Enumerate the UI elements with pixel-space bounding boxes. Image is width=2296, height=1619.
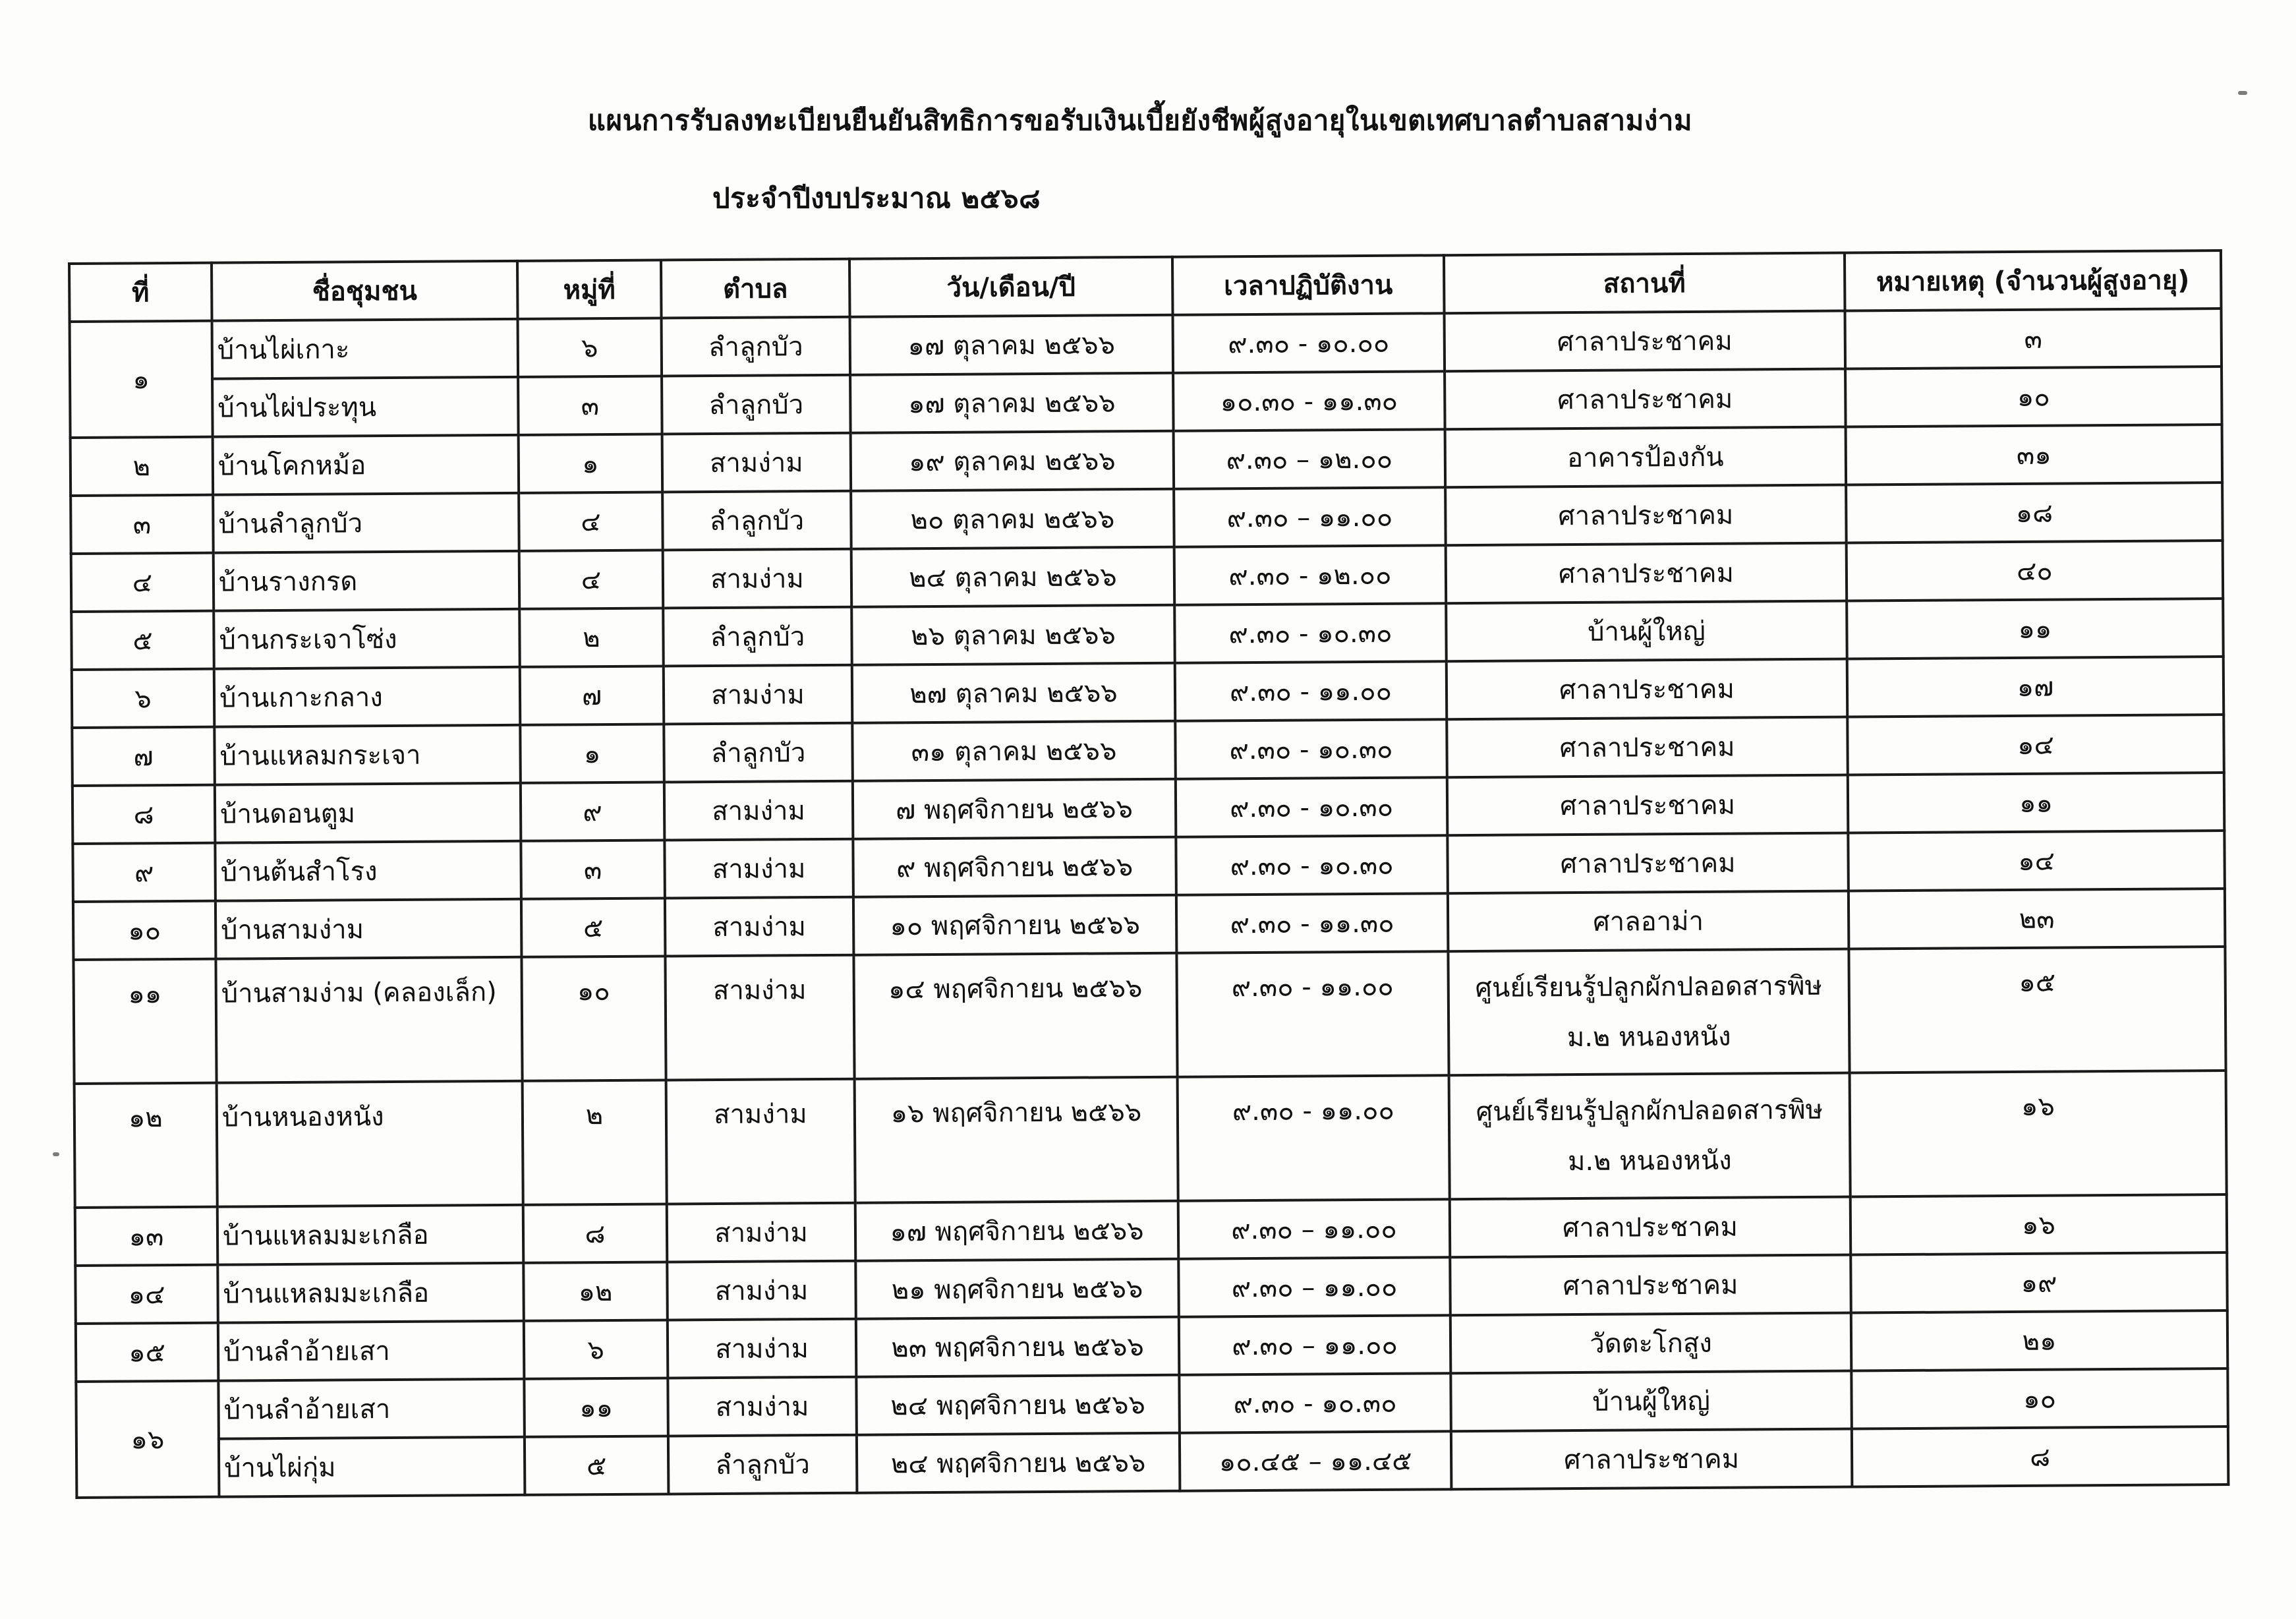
- time: ๙.๓๐ - ๑๑.๓๐: [1176, 893, 1449, 953]
- time: ๙.๓๐ - ๑๐.๓๐: [1176, 835, 1448, 895]
- scan-speck: [2238, 91, 2247, 95]
- elderly-count: ๓: [1845, 309, 2222, 368]
- row-number: ๗: [72, 727, 215, 786]
- date: ๒๑ พฤศจิกายน ๒๕๖๖: [855, 1259, 1179, 1319]
- tambon: สามง่าม: [666, 1079, 855, 1204]
- table-row: [73, 947, 2225, 1084]
- scan-speck: [53, 1152, 59, 1156]
- time: ๙.๓๐ – ๑๒.๐๐: [1174, 429, 1446, 489]
- elderly-count: ๑๑: [1848, 773, 2225, 833]
- moo-number: ๑๐: [521, 956, 666, 1080]
- row-number: ๑๐: [73, 901, 216, 960]
- elderly-count: ๑๔: [1847, 715, 2224, 775]
- place-line-1: ศูนย์เรียนรู้ปลูกผักปลอดสารพิษ: [1475, 970, 1823, 1003]
- row-number: ๑๑: [73, 959, 216, 1084]
- tambon: สามง่าม: [664, 781, 853, 840]
- date: ๑๗ ตุลาคม ๒๕๖๖: [850, 373, 1174, 433]
- tambon: ลำลูกบัว: [662, 491, 851, 550]
- row-number: ๑: [70, 321, 213, 438]
- elderly-count: ๑๖: [1851, 1194, 2227, 1254]
- place: ศาลาประชาคม: [1450, 1197, 1851, 1258]
- moo-number: ๑๑: [524, 1378, 668, 1436]
- header-tambon: ตำบล: [661, 259, 850, 318]
- elderly-count: ๑๕: [1849, 947, 2225, 1073]
- community-name: บ้านลำอ้ายเสา: [218, 1321, 525, 1381]
- place-line-2: ม.๒ หนองหนัง: [1566, 1021, 1731, 1053]
- row-number: ๔: [71, 553, 214, 612]
- moo-number: ๒: [523, 1080, 667, 1204]
- document-subtitle: ประจำปีงบประมาณ ๒๕๖๘: [712, 182, 1041, 214]
- elderly-count: ๔๐: [1847, 541, 2224, 601]
- row-number: ๘: [72, 785, 215, 844]
- row-number: ๑๔: [75, 1265, 218, 1324]
- date: ๒๗ ตุลาคม ๒๕๖๖: [852, 663, 1176, 723]
- moo-number: ๓: [521, 840, 665, 898]
- place: ศาลาประชาคม: [1450, 1255, 1851, 1316]
- time: ๑๐.๔๕ – ๑๑.๔๕: [1180, 1431, 1452, 1491]
- community-name: บ้านไผ่กุ่ม: [219, 1437, 525, 1497]
- header-place: สถานที่: [1444, 253, 1845, 314]
- place: ศาลาประชาคม: [1447, 833, 1849, 894]
- tambon: สามง่าม: [667, 1203, 856, 1262]
- community-name: บ้านสามง่าม (คลองเล็ก): [215, 957, 522, 1083]
- elderly-count: ๑๖: [1850, 1071, 2227, 1196]
- moo-number: ๕: [521, 898, 666, 957]
- date: ๑๐ พฤศจิกายน ๒๕๖๖: [853, 895, 1177, 955]
- date: ๙ พฤศจิกายน ๒๕๖๖: [853, 837, 1176, 897]
- community-name: บ้านลำลูกบัว: [213, 493, 519, 553]
- community-name: บ้านกระเจาโซ่ง: [214, 609, 520, 669]
- tambon: สามง่าม: [668, 1377, 857, 1436]
- date: ๒๔ ตุลาคม ๒๕๖๖: [851, 547, 1175, 607]
- moo-number: ๘: [523, 1204, 668, 1262]
- time: ๙.๓๐ – ๑๑.๐๐: [1178, 1199, 1450, 1259]
- header-date: วัน/เดือน/ปี: [849, 257, 1173, 317]
- date: ๑๙ ตุลาคม ๒๕๖๖: [851, 431, 1174, 491]
- header-time: เวลาปฏิบัติงาน: [1172, 255, 1445, 315]
- place: ศาลาประชาคม: [1451, 1428, 1852, 1489]
- elderly-count: ๓๑: [1846, 425, 2223, 485]
- community-name: บ้านต้นสำโรง: [215, 841, 521, 901]
- row-number: ๙: [72, 843, 215, 902]
- place: [1448, 949, 1849, 1076]
- date: ๒๓ พฤศจิกายน ๒๕๖๖: [856, 1317, 1180, 1377]
- moo-number: ๗: [520, 666, 664, 724]
- row-number: ๑๓: [75, 1207, 218, 1266]
- community-name: บ้านแหลมมะเกลือ: [217, 1263, 524, 1323]
- time: ๙.๓๐ - ๑๐.๓๐: [1175, 719, 1447, 779]
- community-name: บ้านแหลมมะเกลือ: [217, 1205, 524, 1265]
- elderly-count: ๑๑: [1847, 599, 2224, 659]
- moo-number: ๑: [520, 724, 664, 782]
- elderly-count: ๘: [1852, 1427, 2229, 1487]
- place: อาคารป้องกัน: [1445, 427, 1847, 488]
- time: ๙.๓๐ – ๑๑.๐๐: [1174, 487, 1446, 547]
- time: ๙.๓๐ - ๑๐.๓๐: [1176, 777, 1448, 837]
- moo-number: ๕: [525, 1436, 669, 1494]
- row-number: ๑๒: [74, 1083, 217, 1208]
- tambon: สามง่าม: [667, 1261, 856, 1320]
- community-name: บ้านหนองหนัง: [217, 1081, 523, 1207]
- registration-schedule-table: [68, 249, 2229, 1499]
- moo-number: ๒: [519, 608, 664, 666]
- row-number: ๕: [71, 611, 214, 670]
- time: ๙.๓๐ - ๑๐.๐๐: [1173, 313, 1445, 373]
- date: ๑๖ พฤศจิกายน ๒๕๖๖: [855, 1077, 1178, 1203]
- moo-number: ๔: [519, 550, 664, 608]
- moo-number: ๙: [521, 782, 665, 840]
- elderly-count: ๑๙: [1851, 1252, 2227, 1312]
- place: ศาลาประชาคม: [1447, 659, 1848, 720]
- place-line-1: ศูนย์เรียนรู้ปลูกผักปลอดสารพิษ: [1476, 1094, 1823, 1127]
- tambon: สามง่าม: [662, 433, 851, 492]
- place-line-2: ม.๒ หนองหนัง: [1567, 1145, 1732, 1177]
- moo-number: ๓: [518, 376, 662, 434]
- date: ๒๐ ตุลาคม ๒๕๖๖: [851, 489, 1174, 549]
- tambon: สามง่าม: [663, 549, 852, 608]
- elderly-count: ๑๔: [1848, 831, 2225, 891]
- elderly-count: ๒๓: [1849, 889, 2225, 949]
- time: ๑๐.๓๐ - ๑๑.๓๐: [1173, 371, 1445, 431]
- tambon: ลำลูกบัว: [664, 723, 853, 782]
- elderly-count: ๒๑: [1851, 1310, 2228, 1370]
- community-name: บ้านลำอ้ายเสา: [218, 1379, 525, 1439]
- time: ๙.๓๐ – ๑๑.๐๐: [1178, 1257, 1450, 1317]
- date: ๒๖ ตุลาคม ๒๕๖๖: [851, 605, 1175, 665]
- place: วัดตะโกสูง: [1450, 1313, 1852, 1374]
- place: ศาลาประชาคม: [1447, 775, 1849, 836]
- elderly-count: ๑๐: [1845, 367, 2222, 427]
- row-number: ๒: [71, 437, 214, 496]
- time: ๙.๓๐ – ๑๑.๐๐: [1179, 1315, 1451, 1375]
- time: ๙.๓๐ - ๑๐.๓๐: [1174, 603, 1447, 663]
- place: บ้านผู้ใหญ่: [1450, 1370, 1852, 1431]
- date: ๗ พฤศจิกายน ๒๕๖๖: [853, 779, 1176, 839]
- tambon: สามง่าม: [664, 839, 853, 898]
- community-name: บ้านแหลมกระเจา: [214, 725, 521, 785]
- row-number: ๖: [72, 669, 215, 728]
- document-title: แผนการรับลงทะเบียนยืนยันสิทธิการขอรับเงินเบี้ยยังชีพผู้สูงอายุในเขตเทศบาลตำบลสามง่าม: [587, 104, 1693, 136]
- time: ๙.๓๐ - ๑๐.๓๐: [1179, 1373, 1451, 1433]
- date: ๒๔ พฤศจิกายน ๒๕๖๖: [857, 1433, 1180, 1493]
- tambon: สามง่าม: [668, 1319, 857, 1378]
- place: ศาลาประชาคม: [1447, 717, 1848, 778]
- header-no: ที่: [69, 263, 212, 322]
- place: ศาลอาม่า: [1448, 891, 1849, 952]
- date: ๒๔ พฤศจิกายน ๒๕๖๖: [856, 1375, 1180, 1435]
- date: ๑๗ พฤศจิกายน ๒๕๖๖: [855, 1201, 1179, 1261]
- tambon: สามง่าม: [664, 665, 853, 724]
- community-name: บ้านไผ่ประทุน: [212, 377, 519, 437]
- place: ศาลาประชาคม: [1445, 369, 1846, 430]
- elderly-count: ๑๗: [1847, 657, 2224, 717]
- date: ๓๑ ตุลาคม ๒๕๖๖: [852, 721, 1176, 781]
- tambon: ลำลูกบัว: [662, 375, 851, 434]
- elderly-count: ๑๘: [1846, 483, 2223, 543]
- header-remark: หมายเหตุ (จำนวนผู้สูงอายุ): [1845, 250, 2222, 310]
- community-name: บ้านโคกหม้อ: [213, 435, 519, 495]
- date: ๑๔ พฤศจิกายน ๒๕๖๖: [853, 953, 1177, 1079]
- date: ๑๗ ตุลาคม ๒๕๖๖: [850, 315, 1174, 375]
- moo-number: ๑: [519, 434, 663, 492]
- moo-number: ๖: [518, 318, 662, 377]
- time: ๙.๓๐ - ๑๑.๐๐: [1178, 1075, 1450, 1201]
- moo-number: ๑๒: [523, 1262, 668, 1320]
- place: ศาลาประชาคม: [1445, 485, 1847, 546]
- tambon: ลำลูกบัว: [668, 1435, 857, 1494]
- tambon: สามง่าม: [665, 897, 854, 957]
- row-number: ๓: [71, 495, 214, 554]
- place: ศาลาประชาคม: [1445, 311, 1846, 372]
- community-name: บ้านไผ่เกาะ: [212, 319, 519, 379]
- table-row: [76, 1427, 2228, 1498]
- header-moo: หมู่ที่: [517, 260, 662, 319]
- moo-number: ๖: [524, 1320, 668, 1378]
- header-community: ชื่อชุมชน: [212, 261, 518, 321]
- tambon: สามง่าม: [665, 955, 854, 1080]
- community-name: บ้านดอนตูม: [215, 783, 521, 843]
- row-number: ๑๖: [76, 1381, 219, 1498]
- community-name: บ้านรางกรด: [214, 551, 520, 611]
- tambon: ลำลูกบัว: [662, 317, 851, 376]
- place: [1449, 1073, 1851, 1200]
- time: ๙.๓๐ - ๑๒.๐๐: [1174, 545, 1447, 605]
- community-name: บ้านเกาะกลาง: [214, 667, 521, 727]
- row-number: ๑๕: [76, 1323, 219, 1382]
- moo-number: ๔: [519, 492, 663, 550]
- place: บ้านผู้ใหญ่: [1446, 601, 1847, 662]
- community-name: บ้านสามง่าม: [215, 899, 522, 959]
- time: ๙.๓๐ - ๑๑.๐๐: [1176, 951, 1449, 1077]
- time: ๙.๓๐ - ๑๑.๐๐: [1175, 661, 1447, 721]
- place: ศาลาประชาคม: [1446, 543, 1847, 604]
- elderly-count: ๑๐: [1851, 1369, 2228, 1428]
- table-row: [74, 1071, 2227, 1208]
- tambon: ลำลูกบัว: [663, 607, 852, 666]
